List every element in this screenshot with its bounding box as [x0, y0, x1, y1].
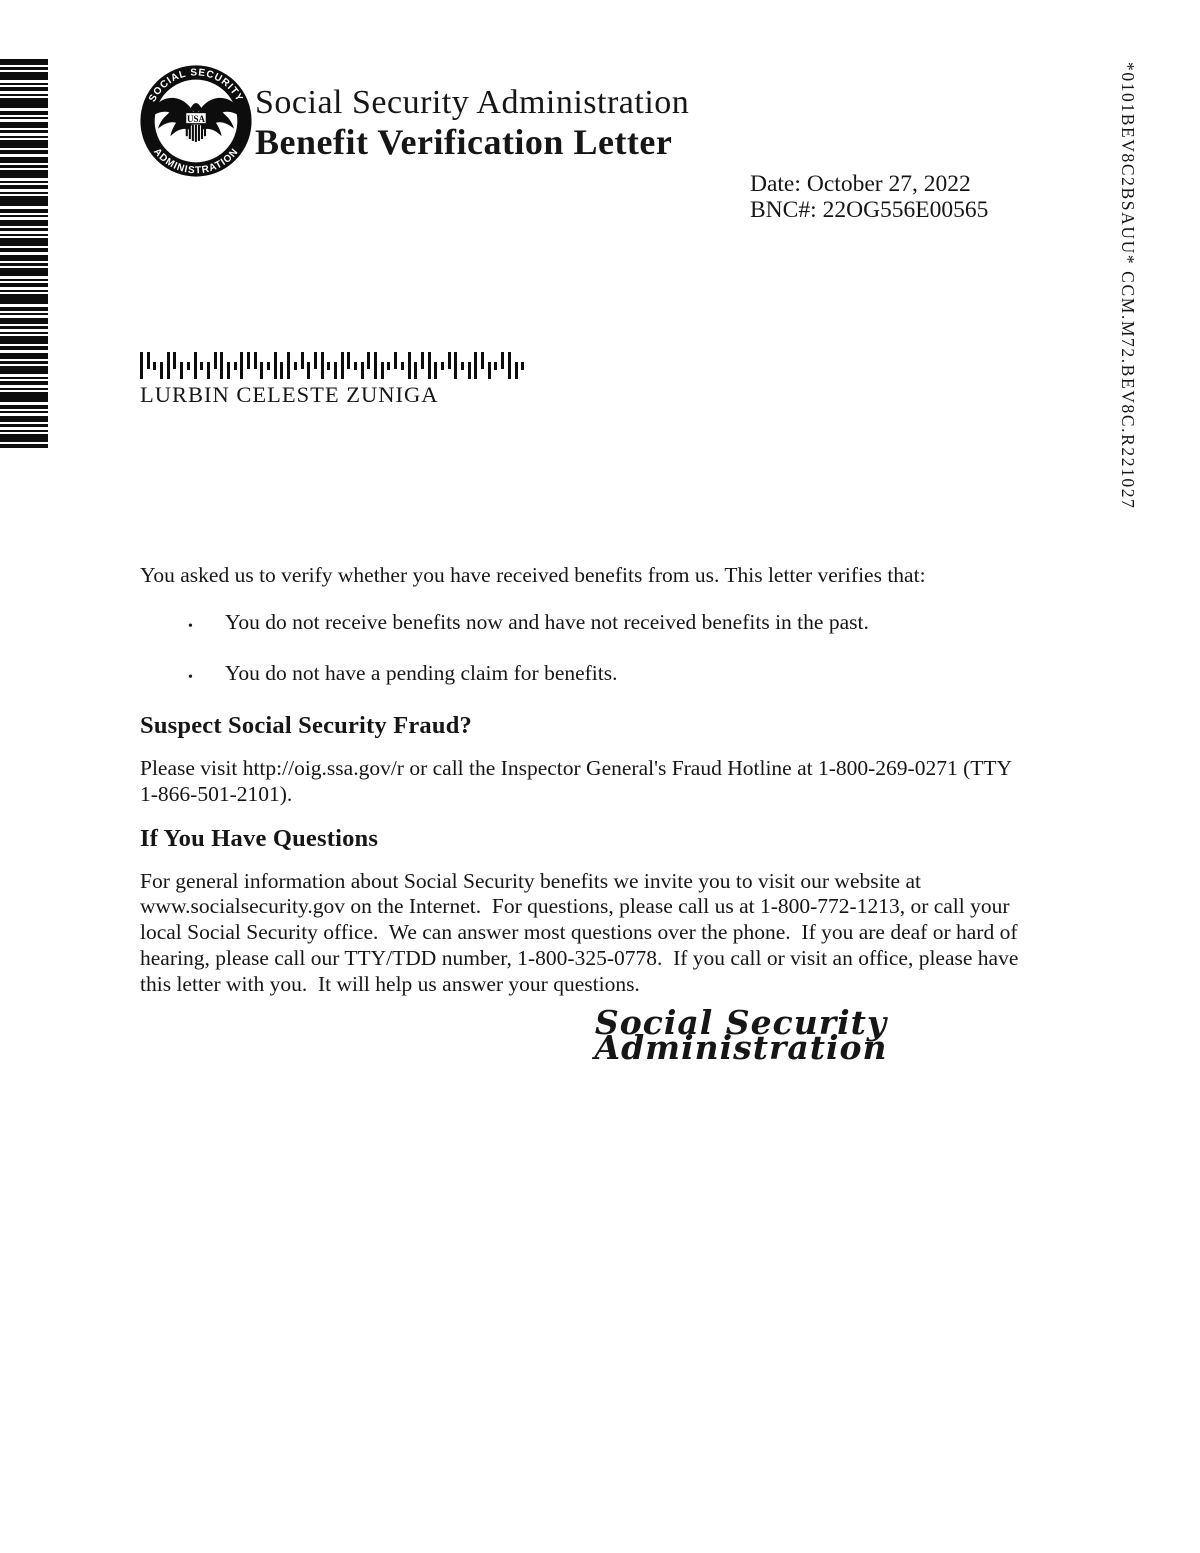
bullet-text: You do not receive benefits now and have not received benefits in the past. [225, 609, 869, 634]
fraud-section-body: Please visit http://oig.ssa.gov/r or call the Inspector General's Fraud Hotline at 1-800-269-0271 (TTY 1-866-501-2101). [140, 756, 1017, 806]
seal-usa-text: USA [186, 113, 206, 124]
bnc-label: BNC#: [750, 197, 817, 223]
questions-section-heading: If You Have Questions [140, 824, 379, 852]
ssa-seal-logo [139, 64, 253, 178]
bnc-line [750, 197, 988, 223]
date-value: October 27, 2022 [806, 171, 971, 197]
list-item [188, 661, 1022, 691]
bullet-text: You do not have a pending claim for benefits. [225, 660, 618, 685]
eagle-icon [149, 98, 242, 142]
recipient-name: LURBIN CELESTE ZUNIGA [140, 382, 439, 407]
list-item [188, 610, 1022, 640]
bullet-icon: • [188, 618, 193, 634]
bnc-value: 22OG556E00565 [822, 197, 989, 223]
ssa-script-signature: Social Security Administration [594, 1002, 888, 1068]
intelligent-mail-barcode [140, 352, 528, 379]
edge-reference-code: *0101BEV8C2BSAUU* CCM.M72.BEV8C.R221027 [1118, 62, 1138, 510]
left-edge-barcode [0, 59, 48, 451]
seal-bottom-text: ADMINISTRATION [151, 146, 241, 177]
verification-bullet-list [188, 610, 1022, 691]
date-line [750, 171, 988, 197]
recipient-address-block [140, 352, 528, 408]
letter-meta [750, 171, 988, 223]
fraud-section-heading: Suspect Social Security Fraud? [140, 712, 472, 740]
seal-top-text: SOCIAL SECURITY [147, 67, 245, 104]
questions-section-body: For general information about Social Security benefits we invite you to visit our website at www.socialsecurity.gov on the Internet. For questions, please call us at 1-800-772-1213, or call your local Social Security office. We can answer most questions over the phone. If you are deaf or hard of hearing, please call our TTY/TDD number, 1-800-325-0778. If you call or visit an office, please have this letter with you. It will help us answer your questions. [140, 868, 1024, 996]
agency-name: Social Security Administration [255, 84, 690, 121]
letterhead [255, 84, 689, 162]
bullet-icon: • [188, 669, 193, 685]
document-title: Benefit Verification Letter [255, 122, 673, 163]
letter-body [140, 563, 1024, 1068]
date-label: Date: [750, 171, 801, 197]
intro-paragraph: You asked us to verify whether you have received benefits from us. This letter verifies that: [140, 563, 926, 587]
svg-text:SOCIAL SECURITY [147, 67, 245, 104]
